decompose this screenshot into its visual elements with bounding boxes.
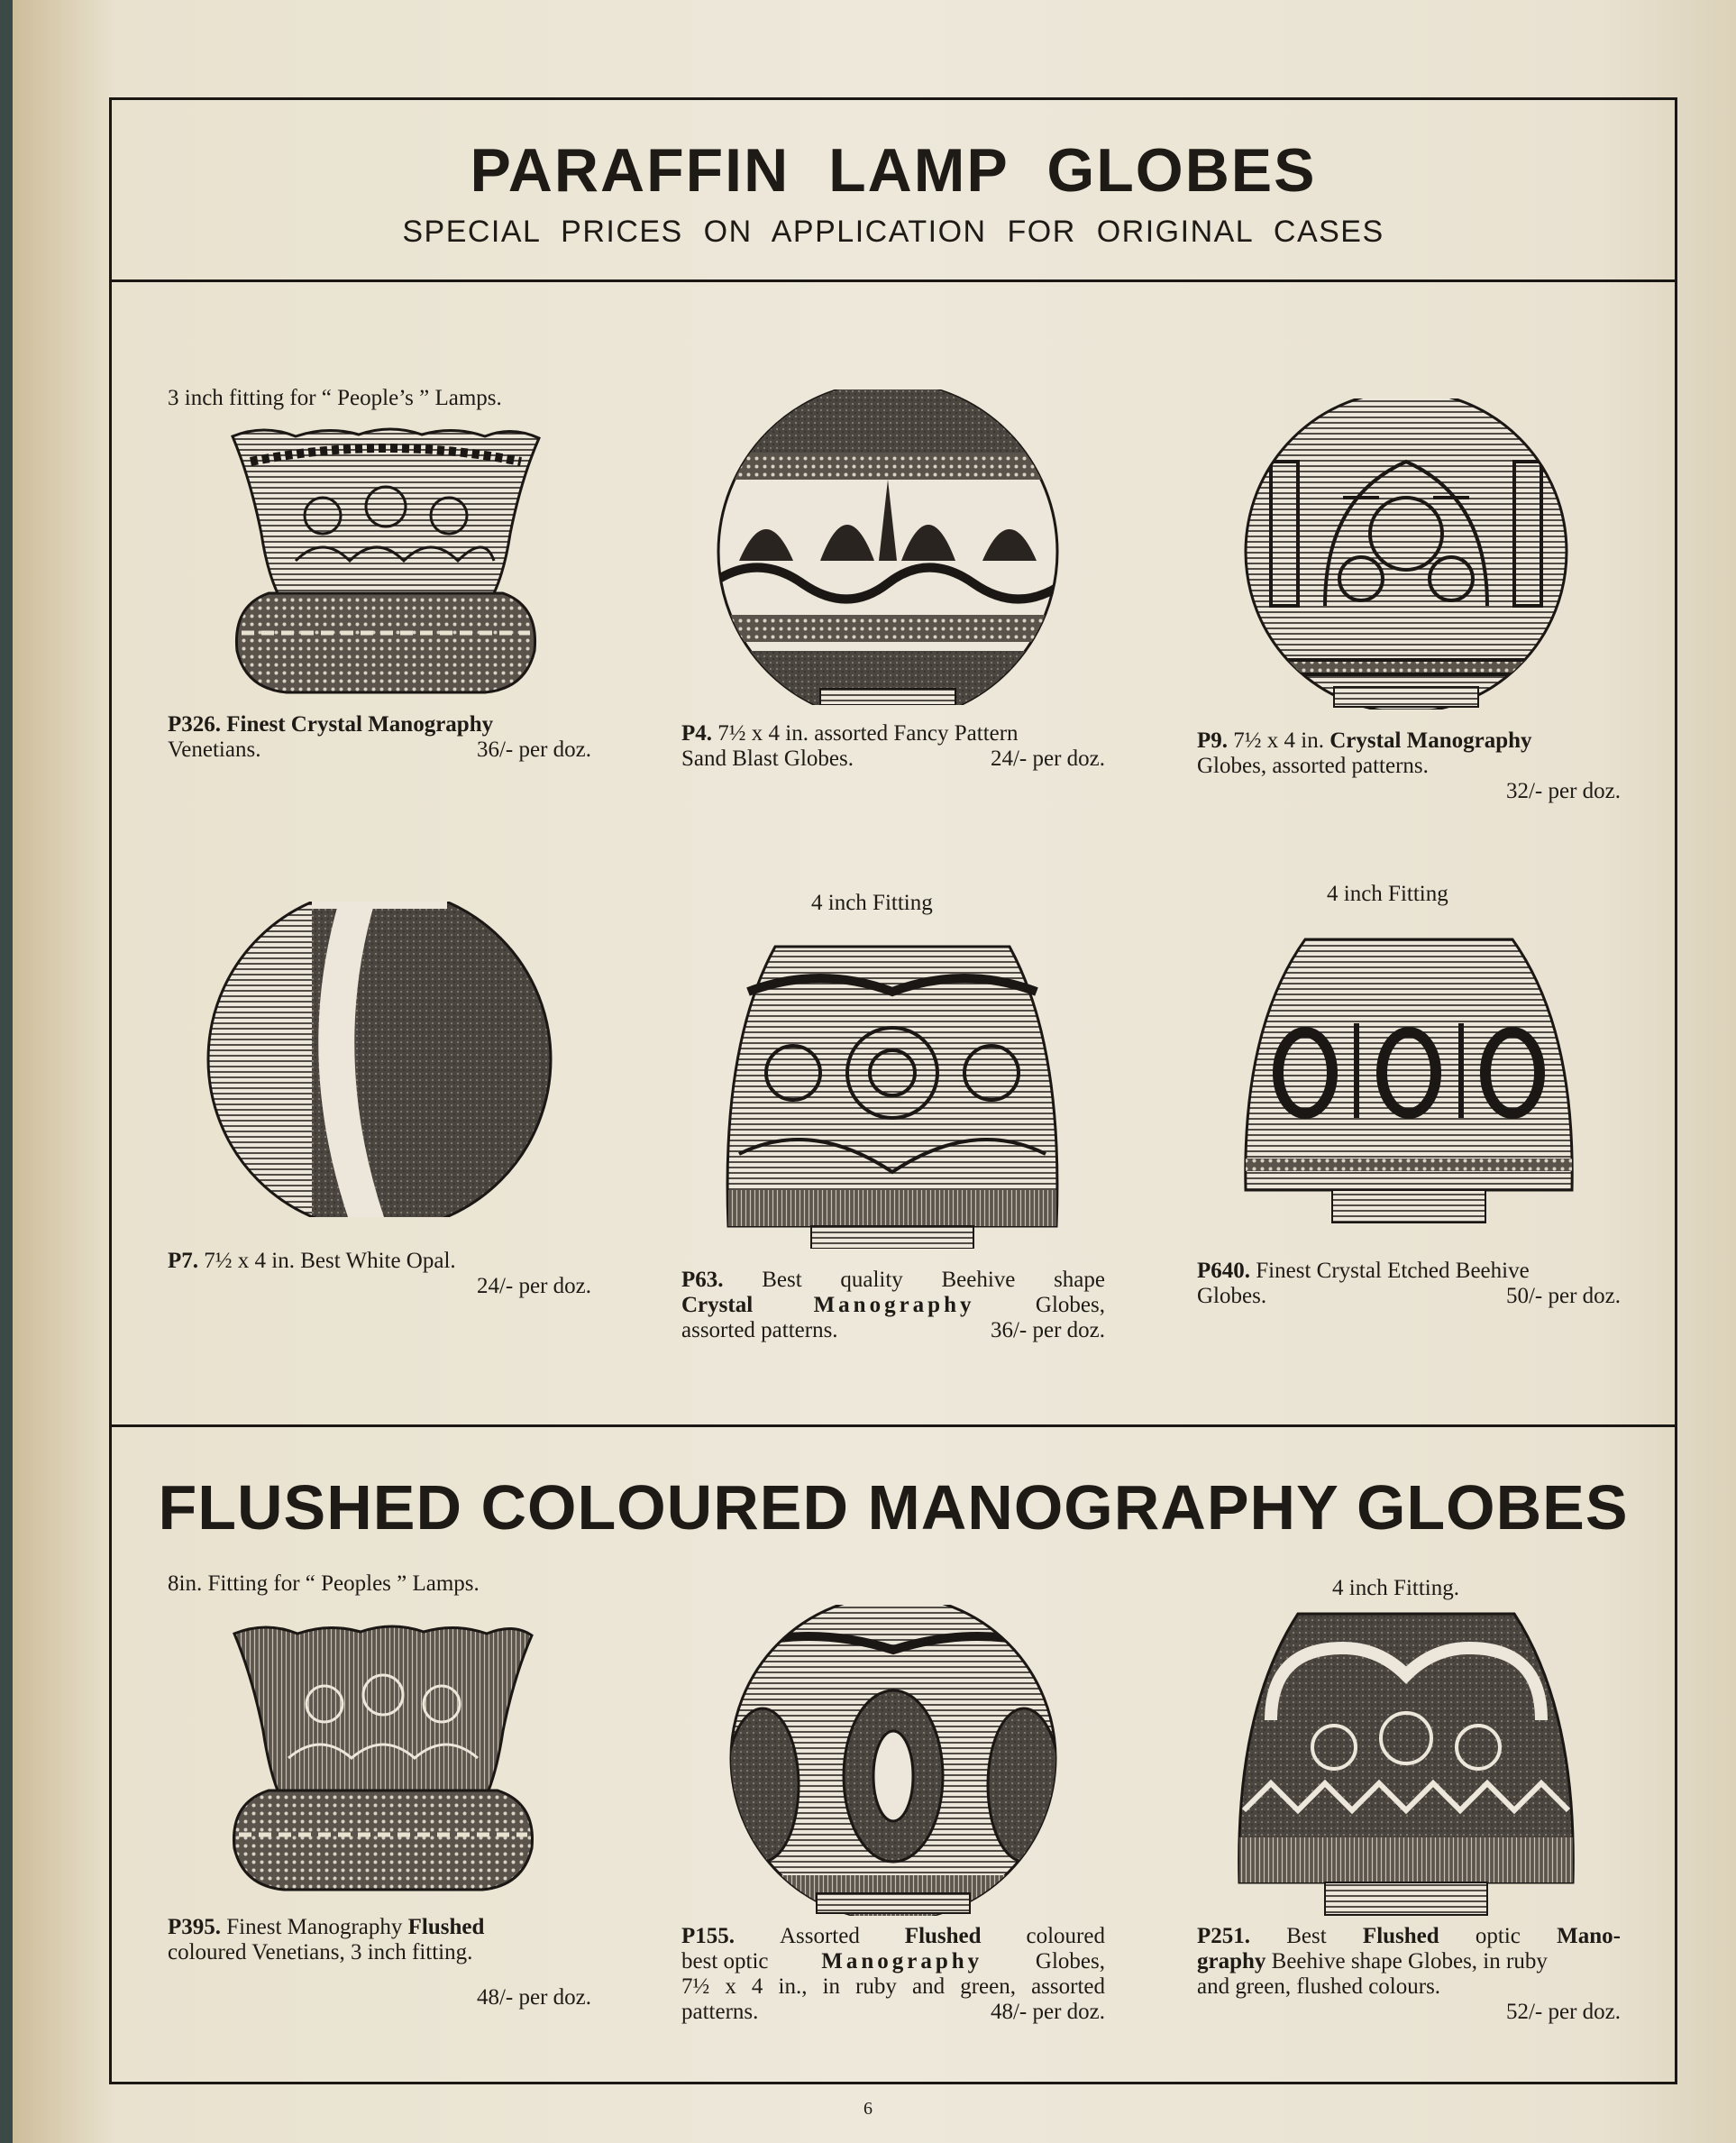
p4-code: P4. <box>681 721 713 746</box>
p9-desc2: Globes, assorted patterns. <box>1197 754 1429 778</box>
p7-price: 24/- per doz. <box>476 1274 591 1298</box>
p251-desc-graphy: graphy <box>1197 1949 1266 1974</box>
p63-desc-manography: Manography <box>813 1293 975 1317</box>
p155-desc-manography: Manography <box>821 1949 983 1974</box>
p155-price: 48/- per doz. <box>990 2000 1105 2024</box>
p251-desc-flushed: Flushed <box>1362 1924 1439 1948</box>
p395-venetian-globe-illustration <box>225 1623 541 1893</box>
p640-code: P640. <box>1197 1259 1251 1283</box>
caption-p640 <box>1197 1259 1621 1309</box>
fitting-note-p395: 8in. Fitting for “ Peoples ” Lamps. <box>168 1571 480 1596</box>
caption-p4 <box>681 721 1105 772</box>
caption-p7 <box>168 1249 591 1299</box>
p326-code: P326. <box>168 712 222 737</box>
p640-price: 50/- per doz. <box>1505 1284 1621 1308</box>
p155-code: P155. <box>681 1924 736 1948</box>
p395-desc-flushed: Flushed <box>407 1915 485 1939</box>
p395-desc2: coloured Venetians, 3 inch fitting. <box>168 1940 473 1964</box>
p63-desc-crystal: Crystal <box>681 1293 754 1317</box>
p63-code: P63. <box>681 1268 724 1292</box>
caption-p155 <box>681 1924 1105 2025</box>
section-title-flushed: FLUSHED COLOURED MANOGRAPHY GLOBES <box>158 1472 1629 1543</box>
p640-desc: Finest Crystal Etched Beehive <box>1256 1259 1530 1283</box>
p155-flushed-globe-illustration <box>726 1605 1060 1916</box>
p63-price: 36/- per doz. <box>990 1318 1105 1342</box>
caption-p9 <box>1197 728 1621 804</box>
p155-desc-flushed: Flushed <box>904 1924 982 1948</box>
section-divider <box>109 1424 1677 1427</box>
p326-desc: Finest Crystal Manography <box>226 712 494 737</box>
p640-etched-beehive-globe-illustration <box>1242 938 1576 1244</box>
p251-desc2: Beehive shape Globes, in ruby <box>1271 1949 1548 1974</box>
p251-desc3: and green, flushed colours. <box>1197 1974 1441 1999</box>
p251-desc-best: Best <box>1286 1924 1327 1948</box>
p63-beehive-globe-illustration <box>721 938 1064 1249</box>
p63-desc-globes: Globes, <box>1035 1293 1105 1317</box>
p63-desc: Best quality Beehive shape <box>762 1268 1105 1292</box>
p155-desc-globes: Globes, <box>1035 1949 1105 1974</box>
p640-desc2: Globes. <box>1197 1284 1267 1308</box>
p7-opal-globe-illustration <box>204 902 555 1217</box>
p63-desc3: assorted patterns. <box>681 1318 838 1342</box>
p155-desc4: patterns. <box>681 2000 759 2024</box>
fitting-note-p326: 3 inch fitting for “ People’s ” Lamps. <box>168 386 502 410</box>
p7-desc: 7½ x 4 in. Best White Opal. <box>204 1249 456 1273</box>
p251-desc-optic: optic <box>1475 1924 1521 1948</box>
p251-price: 52/- per doz. <box>1505 2000 1621 2024</box>
p7-code: P7. <box>168 1249 199 1273</box>
p9-code: P9. <box>1197 728 1229 753</box>
p326-desc2: Venetians. <box>168 737 261 762</box>
page-title: PARAFFIN LAMP GLOBES <box>470 136 1317 205</box>
p4-price: 24/- per doz. <box>990 746 1105 771</box>
p155-desc3: 7½ x 4 in., in ruby and green, assorted <box>681 1974 1105 1999</box>
binding-edge <box>0 0 13 2143</box>
p395-price: 48/- per doz. <box>476 1985 591 2010</box>
fitting-note-p63: 4 inch Fitting <box>811 891 933 915</box>
p395-code: P395. <box>168 1915 222 1939</box>
header-divider <box>109 279 1677 282</box>
p326-price: 36/- per doz. <box>476 737 591 762</box>
caption-p63 <box>681 1268 1105 1343</box>
p9-manography-globe-illustration <box>1235 398 1577 710</box>
p155-desc-coloured: coloured <box>1026 1924 1105 1948</box>
p155-desc-assorted: Assorted <box>779 1924 860 1948</box>
p4-desc: 7½ x 4 in. assorted Fancy Pattern <box>717 721 1019 746</box>
p395-desc: Finest Manography <box>226 1915 403 1939</box>
p251-code: P251. <box>1197 1924 1251 1948</box>
fitting-note-p251: 4 inch Fitting. <box>1332 1576 1459 1600</box>
caption-p251 <box>1197 1924 1621 2025</box>
p9-price: 32/- per doz. <box>1505 779 1621 803</box>
p9-desc-name: Crystal Manography <box>1329 728 1532 753</box>
caption-p395 <box>168 1915 591 2010</box>
page-number: 6 <box>863 2099 873 2119</box>
p9-desc-size: 7½ x 4 in. <box>1233 728 1324 753</box>
p251-desc-mano: Mano- <box>1557 1924 1621 1948</box>
caption-p326 <box>168 712 591 763</box>
p155-desc-best: best optic <box>681 1949 769 1974</box>
p4-sandblast-globe-illustration <box>712 389 1064 705</box>
p251-flushed-beehive-globe-illustration <box>1235 1612 1577 1919</box>
fitting-note-p640: 4 inch Fitting <box>1327 882 1448 906</box>
p4-desc2: Sand Blast Globes. <box>681 746 854 771</box>
page-subtitle: SPECIAL PRICES ON APPLICATION FOR ORIGINAL CASES <box>402 215 1384 249</box>
p326-venetian-globe-illustration <box>224 426 548 696</box>
